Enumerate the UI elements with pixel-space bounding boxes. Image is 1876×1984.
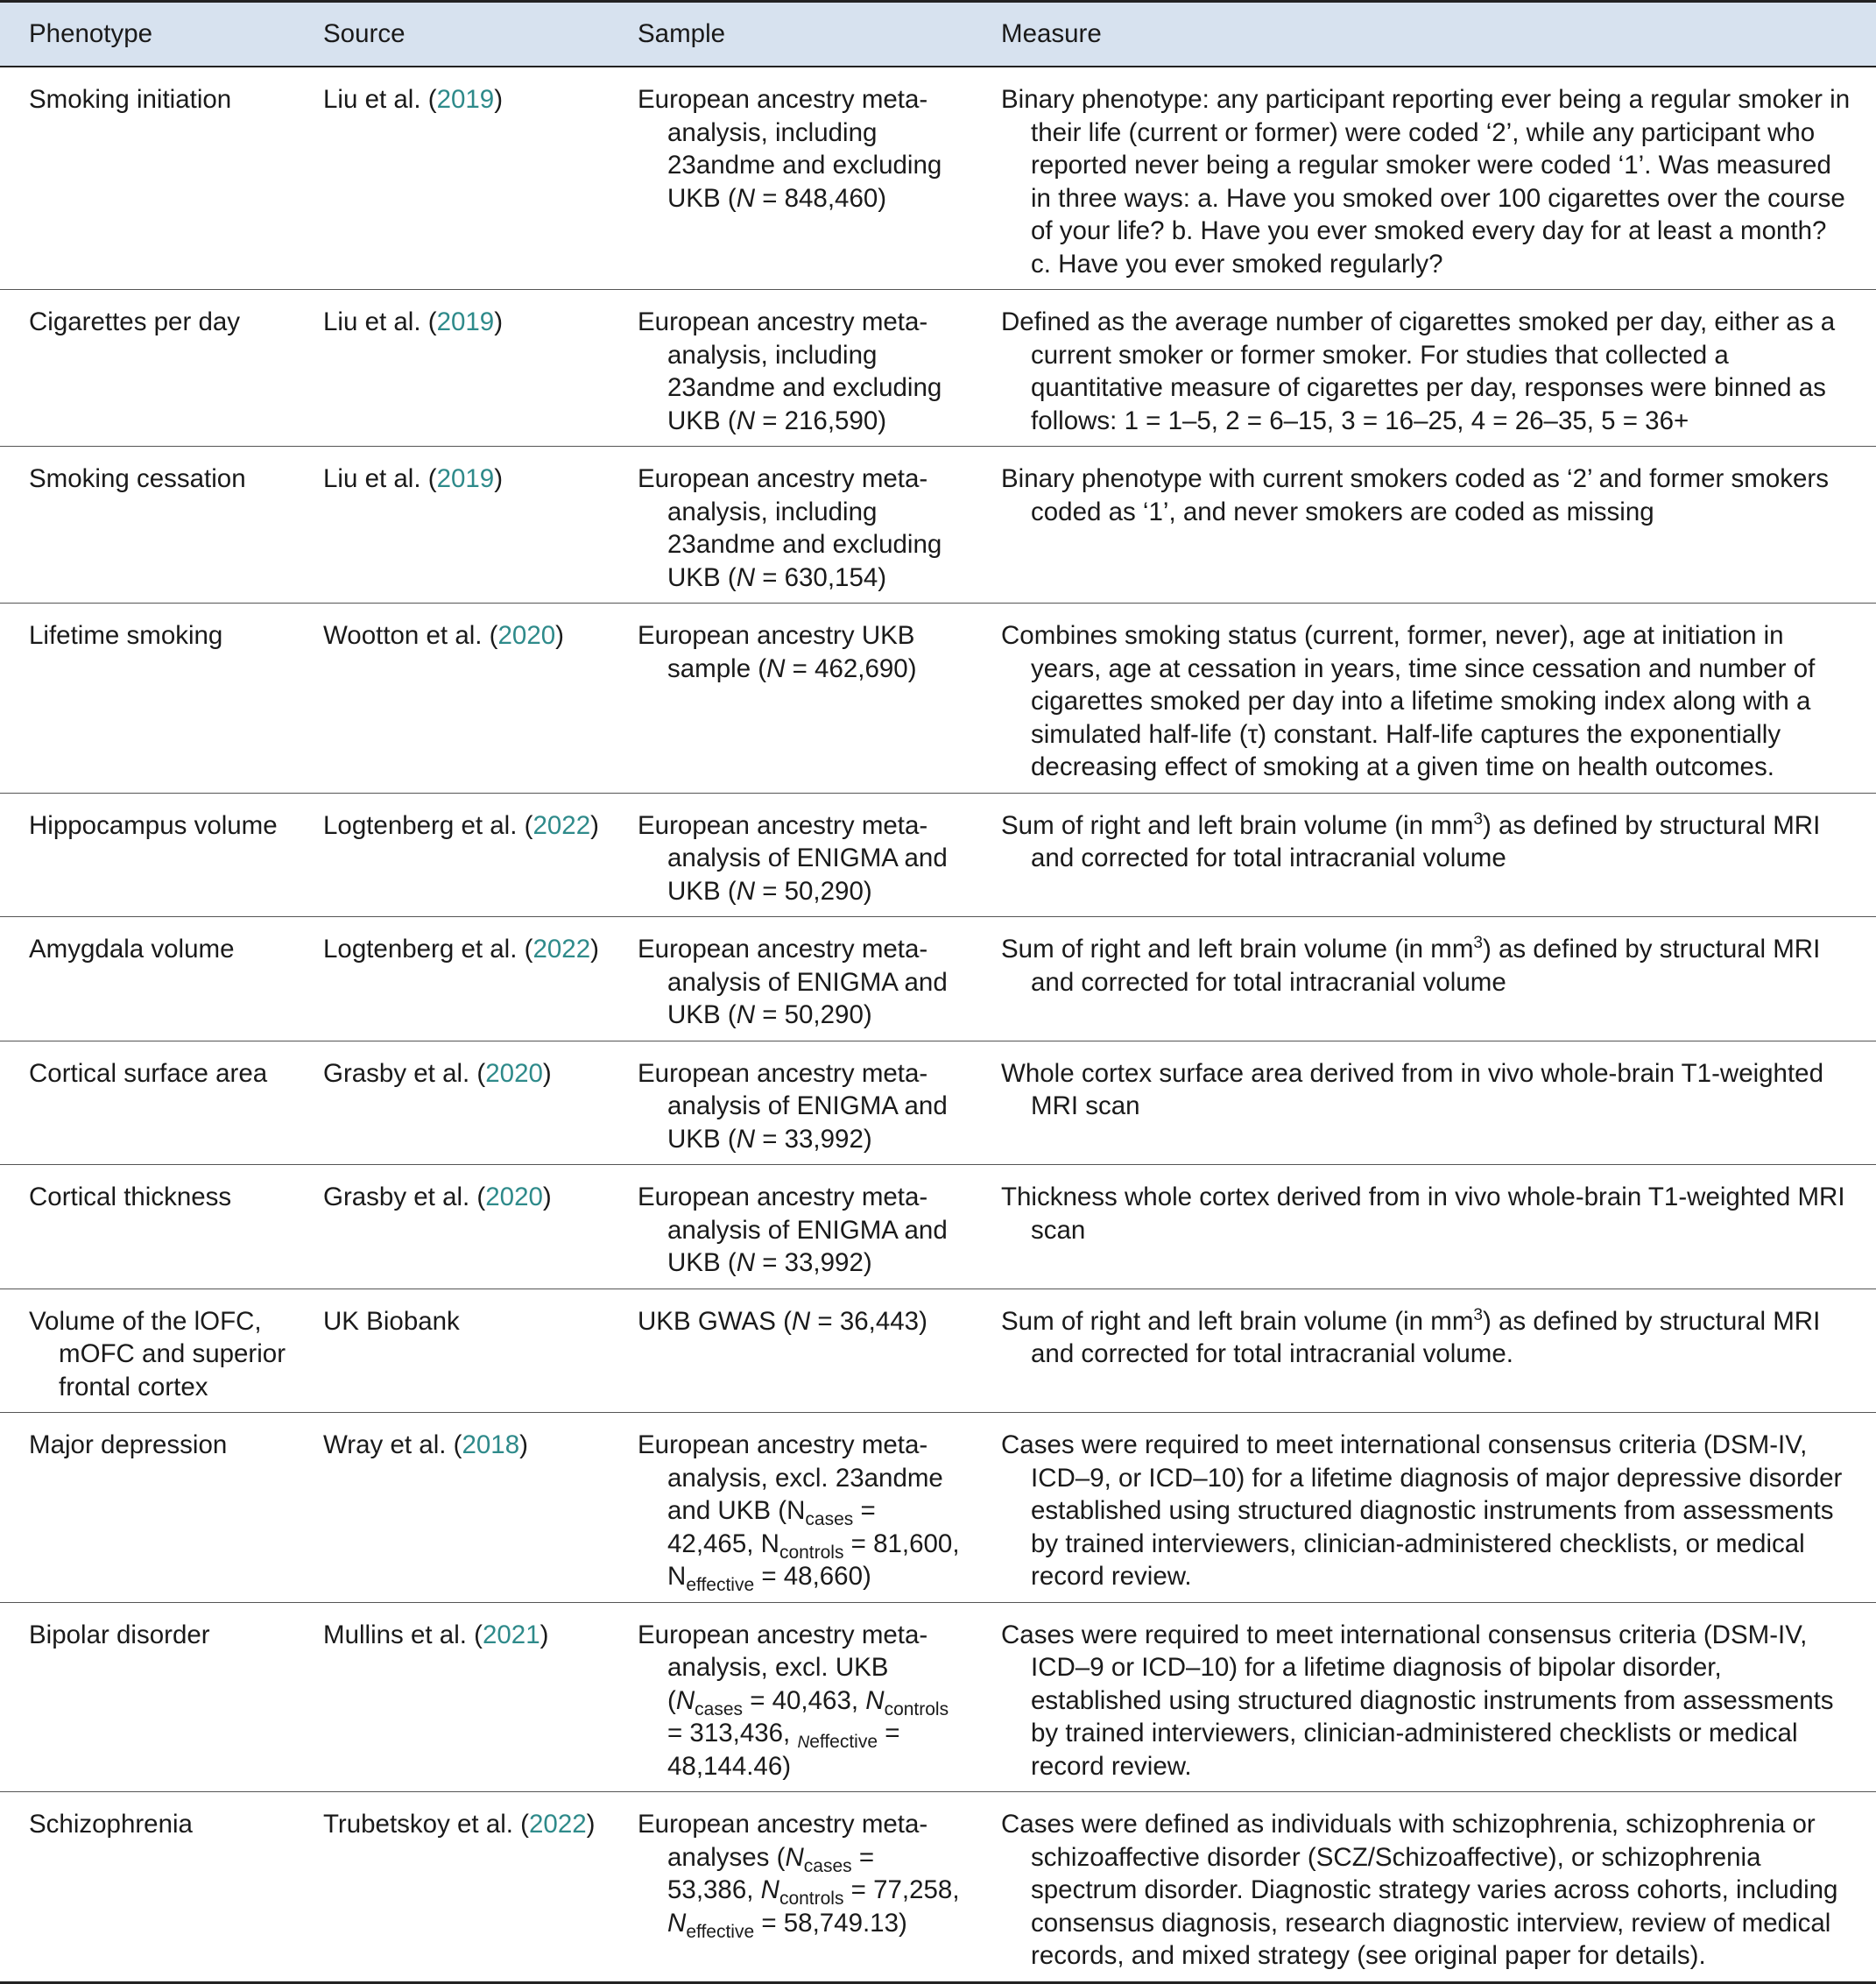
sample-cell: European ancestry meta-analysis of ENIGMA and UKB (N = 50,290) [607, 793, 970, 917]
measure-cell: Sum of right and left brain volume (in $mm^3$) as defined by structural MRI and corrected for total intracranial volume. [970, 1289, 1876, 1413]
table-row [0, 1165, 1876, 1289]
sample-cell: European ancestry meta-analysis, including 23andme and excluding UKB (N = 848,460) [607, 67, 970, 290]
sample-cell: UKB GWAS (N = 36,443) [607, 1289, 970, 1413]
citation-year-link[interactable]: 2019 [436, 464, 495, 493]
header-phenotype: Phenotype [0, 3, 293, 67]
sample-cell: European ancestry UKB sample (N = 462,690) [607, 604, 970, 794]
table-header [0, 3, 1876, 67]
phenotype-cell: Smoking cessation [0, 447, 293, 604]
measure-cell: Sum of right and left brain volume (in $mm^3$) as defined by structural MRI and corrected for total intracranial volume [970, 793, 1876, 917]
phenotype-cell: Amygdala volume [0, 917, 293, 1041]
sample-cell: European ancestry meta-analyses ($N_{cases} = 53,386$, $N_{controls} = 77,258$, $N_{effective} = 58,749.13$) [638, 1810, 960, 1942]
phenotype-cell: Volume of the lOFC, mOFC and superior frontal cortex [0, 1289, 293, 1413]
phenotype-cell: Lifetime smoking [0, 604, 293, 794]
source-cell: Trubetskoy et al. (2022) [323, 1810, 596, 1839]
source-cell: Liu et al. (2019) [293, 67, 607, 290]
sample-cell: European ancestry meta-analysis, including 23andme and excluding UKB (N = 216,590) [607, 290, 970, 447]
sample-cell: European ancestry meta-analysis of ENIGMA and UKB (N = 33,992) [607, 1041, 970, 1165]
citation-year-link[interactable]: 2020 [497, 621, 556, 650]
table-row [0, 793, 1876, 917]
phenotype-cell: Cortical surface area [0, 1041, 293, 1165]
source-cell: Grasby et al. (2020) [293, 1165, 607, 1289]
source-cell: Logtenberg et al. (2022) [293, 917, 607, 1041]
source-cell: Grasby et al. (2020) [293, 1041, 607, 1165]
measure-cell: Defined as the average number of cigarettes smoked per day, either as a current smoker or former smoker. For studies that collected a quantitative measure of cigarettes per day, responses were binned as follows: 1 = 1–5, 2 = 6–15, 3 = 16–25, 4 = 26–35, 5 = 36+ [970, 290, 1876, 447]
sample-cell: European ancestry meta-analysis of ENIGMA and UKB (N = 50,290) [607, 917, 970, 1041]
measure-cell: Whole cortex surface area derived from in vivo whole-brain T1-weighted MRI scan [970, 1041, 1876, 1165]
sample-cell: European ancestry meta-analysis, excl. UKB ($N_{cases} = 40,463$, $N_{controls} = 313,436$, $_{Neffective}$ = 48,144.46) [607, 1602, 970, 1792]
measure-cell: Cases were required to meet international consensus criteria (DSM-IV, ICD–9, or ICD–10) for a lifetime diagnosis of major depressive disorder established using structured diagnostic instruments from assessments by trained interviewers, clinician-administered checklists, or medical record review. [970, 1413, 1876, 1603]
phenotype-cell: Schizophrenia [29, 1810, 193, 1839]
source-cell: Liu et al. (2019) [293, 447, 607, 604]
citation-year-link[interactable]: 2020 [485, 1058, 543, 1088]
source-cell: Liu et al. (2019) [293, 290, 607, 447]
measure-cell: Thickness whole cortex derived from in vivo whole-brain T1-weighted MRI scan [970, 1165, 1876, 1289]
measure-cell: Cases were defined as individuals with schizophrenia, schizophrenia or schizoaffective disorder (SCZ/Schizoaffective), or schizophrenia spectrum disorder. Diagnostic strategy varies across cohorts, including consensus diagnosis, research diagnostic interview, review of medical records, and mixed strategy (see original paper for details). [1001, 1810, 1838, 1970]
phenotype-cell: Cortical thickness [0, 1165, 293, 1289]
table-row [0, 67, 1876, 290]
table-row [0, 1602, 1876, 1792]
sample-cell: European ancestry meta-analysis, excl. 23andme and UKB ($N_{cases} = 42,465$, $N_{controls} = 81,600$, $N_{effective} = 48,660$) [607, 1413, 970, 1603]
measure-cell: Binary phenotype: any participant reporting ever being a regular smoker in their life (current or former) were coded ‘2’, while any participant who reported never being a regular smoker were coded ‘1’. Was measured in three ways: a. Have you smoked over 100 cigarettes over the course of your life? b. Have you ever smoked every day for at least a month? c. Have you ever smoked regularly? [970, 67, 1876, 290]
sample-cell: European ancestry meta-analysis, including 23andme and excluding UKB (N = 630,154) [607, 447, 970, 604]
header-row [0, 3, 1876, 67]
measure-cell: Binary phenotype with current smokers coded as ‘2’ and former smokers coded as ‘1’, and never smokers are coded as missing [970, 447, 1876, 604]
source-cell: Logtenberg et al. (2022) [293, 793, 607, 917]
citation-year-link[interactable]: 2019 [436, 85, 495, 114]
source-cell: Wray et al. (2018) [293, 1413, 607, 1603]
phenotype-cell: Hippocampus volume [0, 793, 293, 917]
header-measure: Measure [970, 3, 1876, 67]
table-row [0, 1289, 1876, 1413]
measure-cell: Sum of right and left brain volume (in $mm^3$) as defined by structural MRI and corrected for total intracranial volume [970, 917, 1876, 1041]
table-body [0, 67, 1876, 1981]
table-row [0, 447, 1876, 604]
phenotype-cell: Bipolar disorder [0, 1602, 293, 1792]
phenotype-cell: Smoking initiation [0, 67, 293, 290]
table-row [0, 1413, 1876, 1603]
table-row [0, 1792, 1876, 1981]
source-cell: Mullins et al. (2021) [293, 1602, 607, 1792]
header-source: Source [293, 3, 607, 67]
phenotype-cell: Cigarettes per day [0, 290, 293, 447]
source-cell: UK Biobank [293, 1289, 607, 1413]
table-row [0, 604, 1876, 794]
source-cell: Wootton et al. (2020) [293, 604, 607, 794]
header-sample: Sample [607, 3, 970, 67]
citation-year-link[interactable]: 2021 [482, 1620, 540, 1649]
sample-cell: European ancestry meta-analysis of ENIGMA and UKB (N = 33,992) [607, 1165, 970, 1289]
table-row [0, 1041, 1876, 1165]
citation-year-link[interactable]: 2022 [529, 1810, 587, 1839]
phenotype-cell: Major depression [0, 1413, 293, 1603]
table [0, 3, 1876, 1981]
citation-year-link[interactable]: 2019 [436, 307, 495, 336]
table-row [0, 290, 1876, 447]
citation-year-link[interactable]: 2022 [532, 935, 591, 964]
measure-cell: Combines smoking status (current, former, never), age at initiation in years, age at cessation in years, time since cessation and number of cigarettes smoked per day into a lifetime smoking index along with a simulated half-life (τ) constant. Half-life captures the exponentially decreasing effect of smoking at a given time on health outcomes. [970, 604, 1876, 794]
citation-year-link[interactable]: 2022 [532, 810, 591, 840]
citation-year-link[interactable]: 2018 [462, 1430, 520, 1459]
table-row [0, 917, 1876, 1041]
citation-year-link[interactable]: 2020 [485, 1183, 543, 1211]
measure-cell: Cases were required to meet international consensus criteria (DSM-IV, ICD–9 or ICD–10) for a lifetime diagnosis of bipolar disorder, established using structured diagnostic instruments from assessments by trained interviewers, clinician-administered checklists or medical record review. [970, 1602, 1876, 1792]
